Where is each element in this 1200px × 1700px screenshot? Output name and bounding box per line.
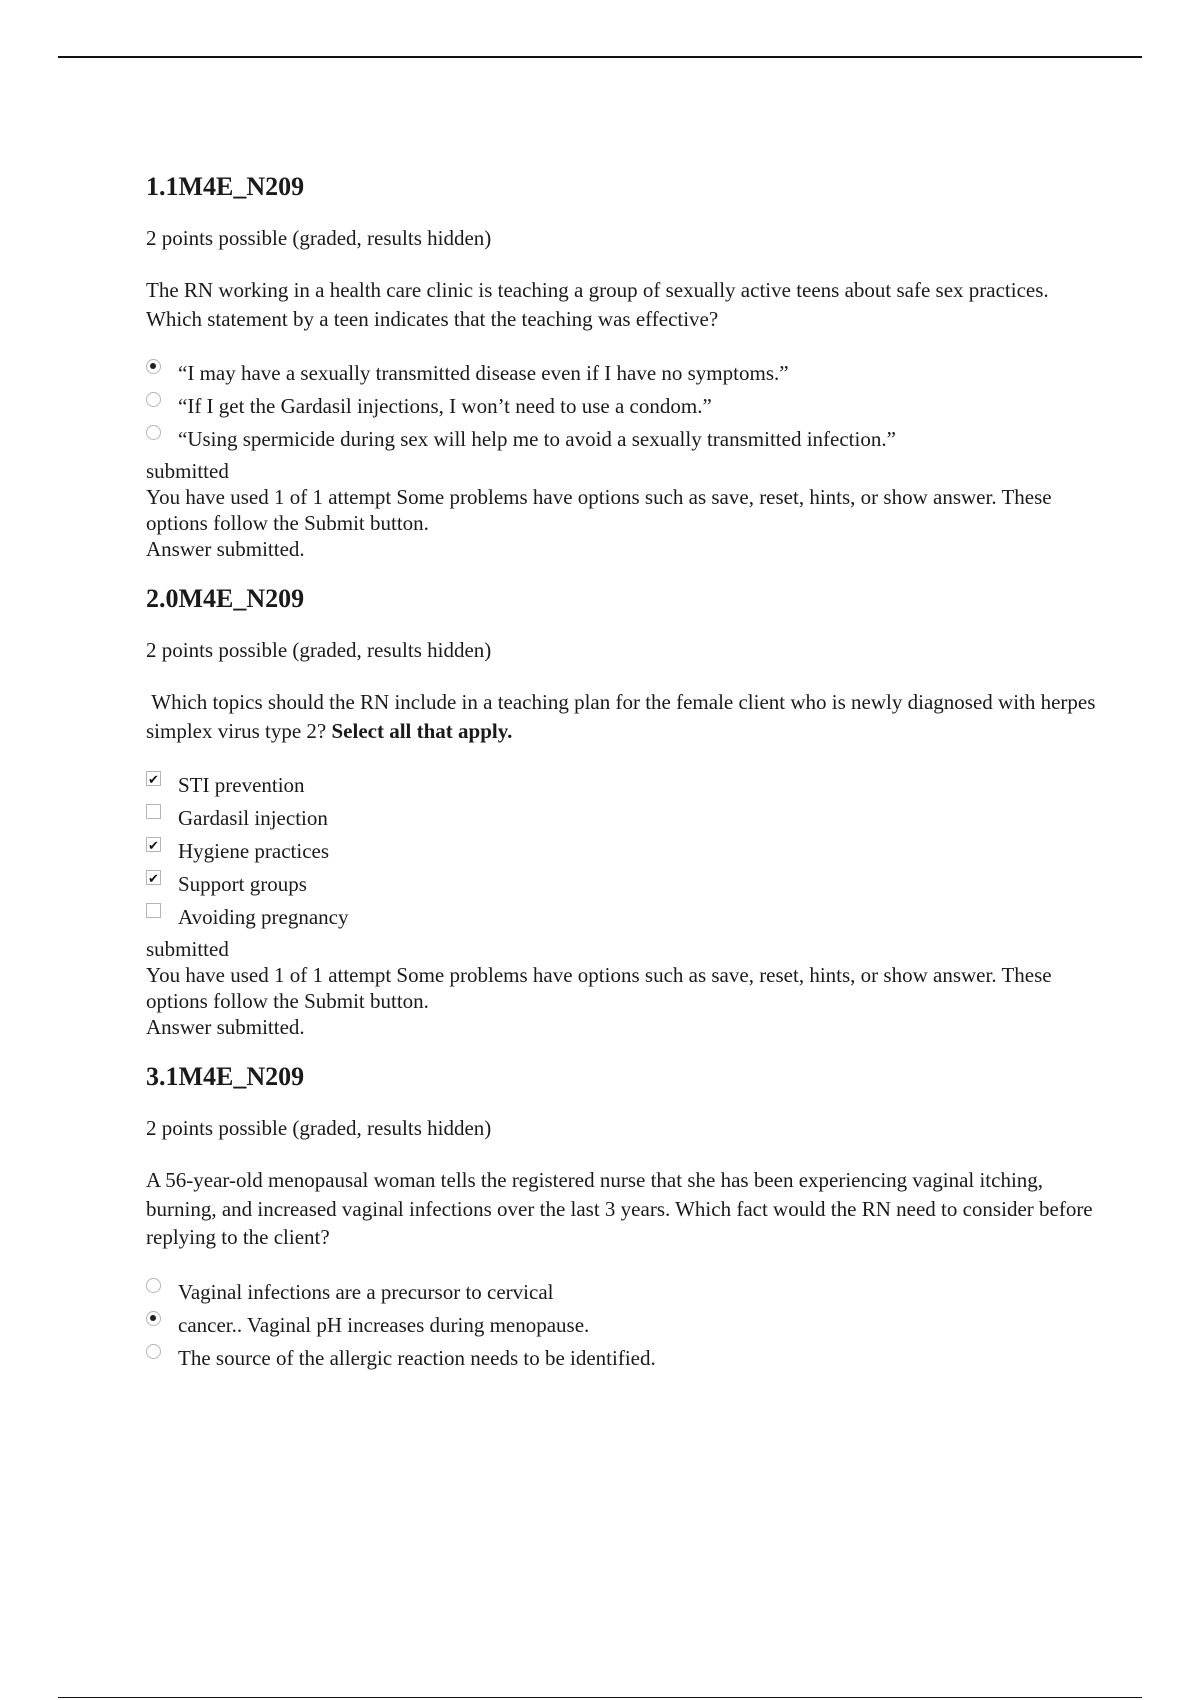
- radio-button-selected[interactable]: [146, 359, 161, 374]
- question-emphasis: Select all that apply.: [331, 718, 513, 743]
- bottom-rule: [58, 1697, 1142, 1698]
- question-text: [146, 276, 1101, 333]
- points-possible: 2 points possible (graded, results hidden): [146, 638, 492, 662]
- submission-status: submitted: [146, 937, 229, 961]
- checkbox-checked[interactable]: [146, 771, 161, 786]
- problem-title: 1.1M4E_N209: [146, 172, 305, 201]
- question-body: The RN working in a health care clinic is teaching a group of sexually active teens about safe sex practices. Which statement by a teen indicates that the teaching was effective?: [146, 278, 1049, 331]
- answer-submitted-message: Answer submitted.: [146, 537, 305, 561]
- choice-label: Vaginal infections are a precursor to cervical: [178, 1279, 554, 1304]
- choice-label: Support groups: [178, 872, 307, 896]
- question-body: Which topics should the RN include in a teaching plan for the female client who is newly diagnosed with herpes simplex virus type 2?: [146, 690, 1101, 743]
- choice-label: Avoiding pregnancy: [178, 905, 349, 929]
- choice-option[interactable]: [146, 1311, 1101, 1344]
- radio-button[interactable]: [146, 425, 161, 440]
- attempts-notice: You have used 1 of 1 attempt Some problems have options such as save, reset, hints, or show answer. These options follow the Submit button.: [146, 485, 1052, 535]
- choice-option[interactable]: [146, 425, 1101, 458]
- choice-label: Hygiene practices: [178, 839, 330, 863]
- choice-label: “I may have a sexually transmitted disease even if I have no symptoms.”: [178, 361, 789, 385]
- problem-title: 3.1M4E_N209: [146, 1062, 305, 1091]
- choice-option[interactable]: [146, 359, 1101, 392]
- choice-label: Gardasil injection: [178, 806, 328, 830]
- choice-label: cancer.. Vaginal pH increases during menopause.: [178, 1312, 590, 1337]
- radio-button-selected[interactable]: [146, 1311, 161, 1326]
- choice-option[interactable]: [146, 804, 1101, 837]
- choice-option[interactable]: [146, 1344, 1101, 1377]
- choice-option[interactable]: [146, 870, 1101, 903]
- choice-option[interactable]: [146, 1278, 1101, 1311]
- checkbox-checked[interactable]: [146, 870, 161, 885]
- points-possible: 2 points possible (graded, results hidden): [146, 226, 492, 250]
- problem-2: [146, 582, 1101, 1040]
- problems-container: [146, 170, 1101, 1395]
- choice-label: STI prevention: [178, 773, 305, 797]
- submission-status: submitted: [146, 459, 229, 483]
- radio-button[interactable]: [146, 1278, 161, 1293]
- answer-submitted-message: Answer submitted.: [146, 1015, 305, 1039]
- question-text: [146, 1166, 1101, 1252]
- choice-option[interactable]: [146, 837, 1101, 870]
- choice-list: [146, 1278, 1101, 1377]
- choice-label: “Using spermicide during sex will help me to avoid a sexually transmitted infection.”: [178, 427, 896, 451]
- choice-label: “If I get the Gardasil injections, I won’t need to use a condom.”: [178, 394, 712, 418]
- radio-button[interactable]: [146, 1344, 161, 1359]
- question-text: [146, 688, 1101, 745]
- points-possible: 2 points possible (graded, results hidden): [146, 1116, 492, 1140]
- choice-option[interactable]: [146, 392, 1101, 425]
- checkbox-checked[interactable]: [146, 837, 161, 852]
- question-body: A 56-year-old menopausal woman tells the registered nurse that she has been experiencing vaginal itching, burning, and increased vaginal infections over the last 3 years. Which fact would the RN need to consider before replying to the client?: [146, 1168, 1093, 1249]
- problem-1: [146, 170, 1101, 562]
- radio-button[interactable]: [146, 392, 161, 407]
- top-rule: [58, 56, 1142, 58]
- problem-title: 2.0M4E_N209: [146, 584, 305, 613]
- choice-list: [146, 771, 1101, 936]
- choice-list: [146, 359, 1101, 458]
- checkbox[interactable]: [146, 804, 161, 819]
- attempts-notice: You have used 1 of 1 attempt Some problems have options such as save, reset, hints, or show answer. These options follow the Submit button.: [146, 963, 1052, 1013]
- choice-label: The source of the allergic reaction needs to be identified.: [178, 1345, 656, 1370]
- choice-option[interactable]: [146, 771, 1101, 804]
- checkbox[interactable]: [146, 903, 161, 918]
- problem-3: [146, 1060, 1101, 1377]
- choice-option[interactable]: [146, 903, 1101, 936]
